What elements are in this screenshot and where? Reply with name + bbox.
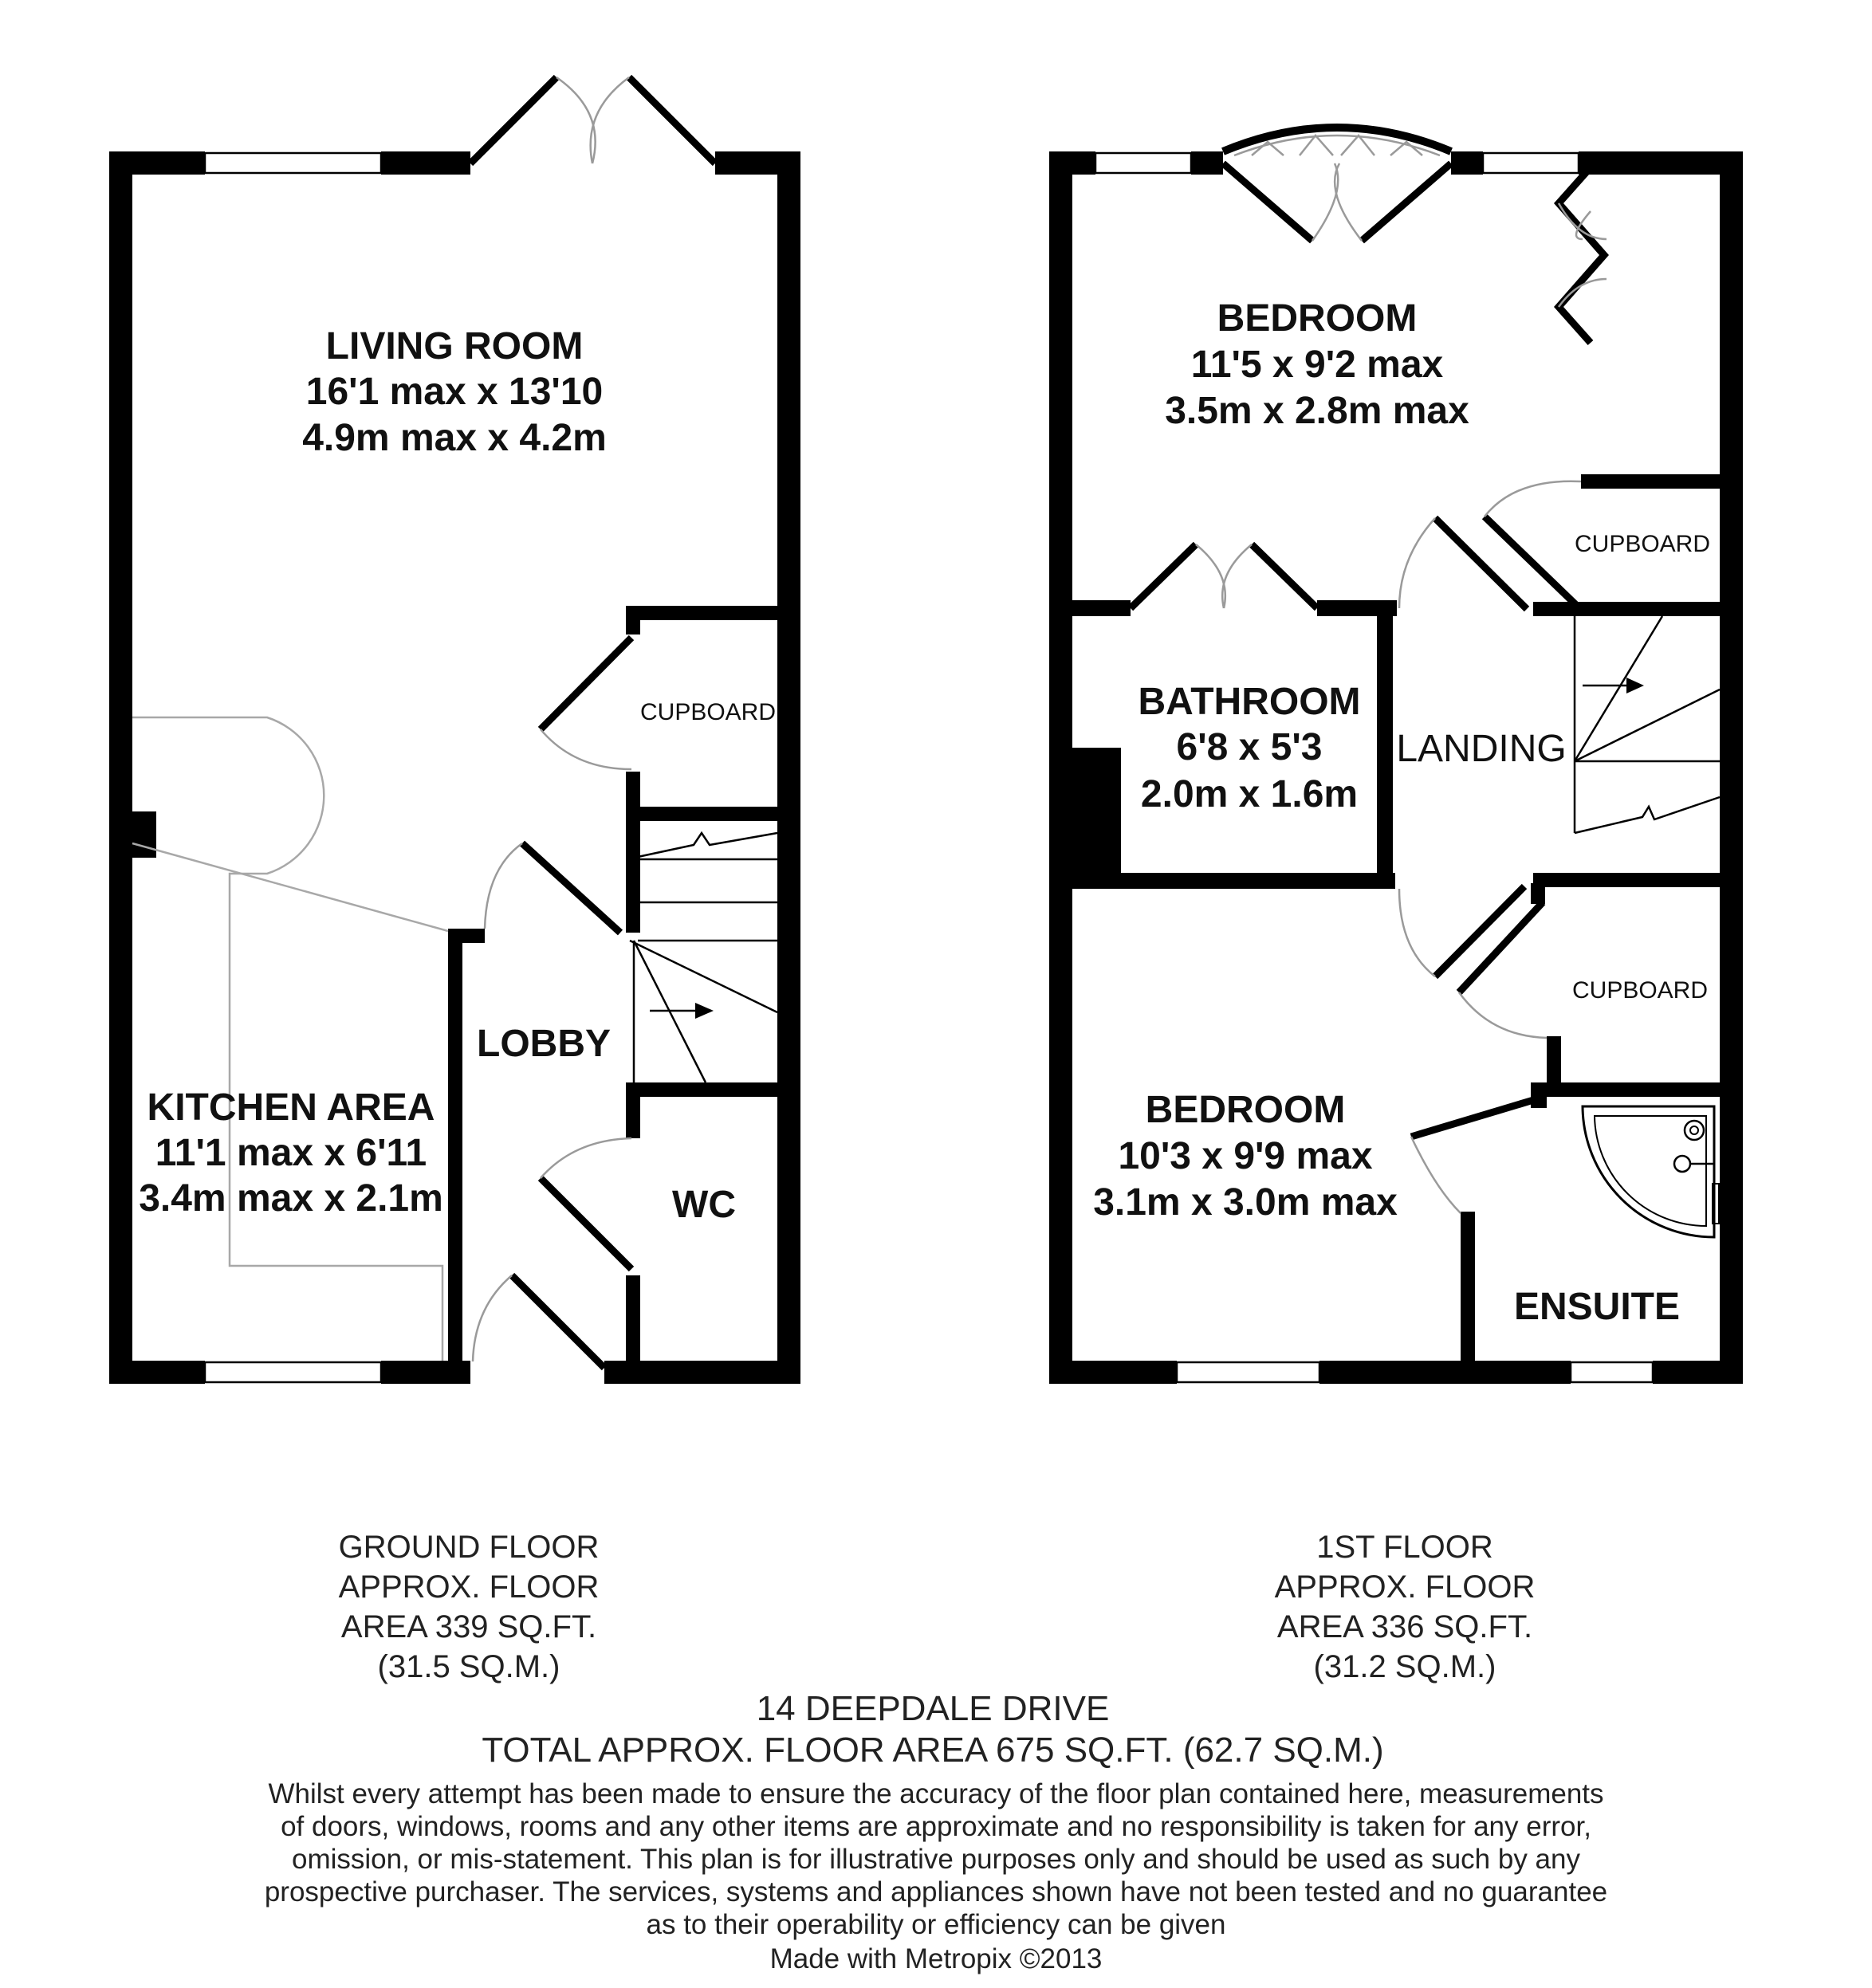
ff-wardrobe-door-right xyxy=(1362,163,1451,241)
disclaimer-line-1: Whilst every attempt has been made to ensure the accuracy of the floor plan contained here, measurements xyxy=(268,1778,1604,1809)
ff-bathroom-swing-right xyxy=(1222,544,1252,608)
svg-text:AREA 336 SQ.FT.: AREA 336 SQ.FT. xyxy=(1276,1609,1533,1644)
address: 14 DEEPDALE DRIVE xyxy=(756,1689,1110,1728)
gf-wall-bottom-right xyxy=(604,1361,800,1384)
gf-wall-cupboard-top xyxy=(626,606,785,620)
ff-ensuite-swing xyxy=(1411,1137,1461,1213)
gf-front-door xyxy=(512,1275,604,1368)
gf-wall-top-mid xyxy=(381,151,470,175)
gf-wc-door xyxy=(541,1178,631,1269)
svg-text:1ST FLOOR: 1ST FLOOR xyxy=(1316,1530,1493,1565)
ff-wall-bottom-mid xyxy=(1319,1361,1571,1384)
ff-wall-ensuite-top xyxy=(1547,1082,1740,1097)
ff-bathroom-swing-left xyxy=(1196,544,1225,608)
bathroom-label: BATHROOM xyxy=(1138,681,1361,723)
ff-wall-top-mid-1 xyxy=(1191,151,1223,175)
total-area: TOTAL APPROX. FLOOR AREA 675 SQ.FT. (62.7 SQ.M.) xyxy=(482,1731,1384,1770)
gf-french-door-right xyxy=(629,77,715,163)
ff-wall-ensuite-corner xyxy=(1531,1082,1547,1108)
kitchen-label: KITCHEN AREA xyxy=(147,1086,435,1129)
gf-wall-right xyxy=(777,151,800,1384)
ff-cupboard1-door xyxy=(1485,517,1577,606)
bathroom-dims-imperial: 6'8 x 5'3 xyxy=(1176,726,1323,768)
gf-wall-inner-vert-1 xyxy=(626,772,640,933)
gf-wall-stairs-top xyxy=(626,807,785,821)
ff-wall-top-left xyxy=(1049,151,1095,175)
ff-shower xyxy=(1583,1106,1719,1237)
living-room-dims-metric: 4.9m max x 4.2m xyxy=(302,417,607,459)
svg-text:(31.5 SQ.M.): (31.5 SQ.M.) xyxy=(377,1649,560,1684)
ff-wall-bottom-right xyxy=(1653,1361,1743,1384)
gf-cupboard-door-swing xyxy=(541,729,631,769)
disclaimer-line-3: omission, or mis-statement. This plan is for illustrative purposes only and should be used as such by any xyxy=(292,1844,1580,1875)
svg-text:AREA 339 SQ.FT.: AREA 339 SQ.FT. xyxy=(340,1609,597,1644)
gf-wall-left xyxy=(109,151,132,1384)
disclaimer-line-2: of doors, windows, rooms and any other items are approximate and no responsibility is taken for any error, xyxy=(281,1811,1591,1842)
ff-bathroom-chimney xyxy=(1068,748,1121,883)
bathroom-dims-metric: 2.0m x 1.6m xyxy=(1140,773,1359,815)
ground-floor-plan xyxy=(109,77,800,1384)
gf-french-door-left xyxy=(470,77,556,163)
ff-window-top-right xyxy=(1483,153,1579,173)
ff-wall-right xyxy=(1720,151,1743,1384)
gf-french-door-swing-left xyxy=(556,77,596,163)
ff-wall-cupboard1-bottom xyxy=(1533,602,1740,616)
ensuite-label: ENSUITE xyxy=(1513,1286,1681,1328)
first-floor-plan xyxy=(1049,128,1743,1384)
ff-cupboard2-swing xyxy=(1459,992,1547,1038)
ff-wall-ensuite-left xyxy=(1461,1212,1475,1363)
living-room-label: LIVING ROOM xyxy=(325,325,584,367)
bedroom1-dims-metric: 3.5m x 2.8m max xyxy=(1165,390,1469,432)
first-floor-caption xyxy=(1275,1530,1536,1684)
bedroom1-label: BEDROOM xyxy=(1217,297,1418,340)
ground-floor-caption xyxy=(339,1530,600,1684)
wc-label: WC xyxy=(672,1184,736,1226)
gf-wall-pier xyxy=(128,811,156,858)
ff-wall-cupboard2-top xyxy=(1531,883,1545,904)
bedroom2-dims-metric: 3.1m x 3.0m max xyxy=(1093,1181,1398,1224)
ff-window-bottom-left xyxy=(1177,1362,1319,1382)
gf-wall-cupboard-top-stub xyxy=(626,606,640,635)
gf-wall-bottom-mid xyxy=(381,1361,470,1384)
gf-cupboard-door xyxy=(541,638,631,729)
gf-window-bottom xyxy=(205,1362,381,1382)
gf-window-top xyxy=(205,153,381,173)
ff-wardrobe-swing-left xyxy=(1312,163,1338,241)
ff-wall-cupboard2-vert xyxy=(1547,1036,1561,1082)
ff-folding-wardrobe xyxy=(1559,167,1604,343)
landing-label: LANDING xyxy=(1396,728,1567,770)
ff-wall-bathroom-top-left xyxy=(1060,600,1131,616)
ff-bathroom-door-right xyxy=(1252,544,1317,608)
ff-cupboard2-label: CUPBOARD xyxy=(1571,977,1709,1004)
gf-lobby-door-swing xyxy=(485,843,522,929)
kitchen-dims-imperial: 11'1 max x 6'11 xyxy=(155,1132,427,1174)
svg-text:GROUND FLOOR: GROUND FLOOR xyxy=(338,1530,600,1565)
ff-bathroom-door-left xyxy=(1131,544,1196,608)
gf-cupboard-label: CUPBOARD xyxy=(639,699,777,725)
ff-wall-bathroom-right xyxy=(1377,600,1393,881)
gf-front-door-swing xyxy=(473,1275,512,1361)
gf-kitchen-worktop xyxy=(132,717,448,1361)
svg-text:APPROX. FLOOR: APPROX. FLOOR xyxy=(1274,1570,1536,1605)
disclaimer-line-5: as to their operability or efficiency can be given xyxy=(646,1909,1226,1940)
gf-wall-lobby-left xyxy=(448,929,462,1363)
ff-wall-cupboard1-top xyxy=(1581,474,1740,489)
ff-cupboard1-swing xyxy=(1485,481,1581,517)
ff-cupboard1-label: CUPBOARD xyxy=(1574,531,1711,557)
bedroom1-dims-imperial: 11'5 x 9'2 max xyxy=(1190,344,1444,386)
gf-wall-inner-vert-3 xyxy=(626,1275,640,1363)
ff-window-top-left xyxy=(1095,153,1191,173)
svg-text:APPROX. FLOOR: APPROX. FLOOR xyxy=(338,1570,600,1605)
disclaimer-line-4: prospective purchaser. The services, systems and appliances shown have not been tested and no guarantee xyxy=(264,1876,1608,1907)
credit: Made with Metropix ©2013 xyxy=(769,1943,1103,1974)
ff-wall-top-mid-2 xyxy=(1451,151,1483,175)
svg-text:(31.2 SQ.M.): (31.2 SQ.M.) xyxy=(1313,1649,1496,1684)
ff-window-bottom-right xyxy=(1571,1362,1653,1382)
gf-wall-wc-top xyxy=(626,1082,785,1097)
ff-wall-bottom-left xyxy=(1049,1361,1177,1384)
ff-bedroom1-swing xyxy=(1399,518,1435,608)
gf-wall-lobby-left-cap xyxy=(448,929,485,943)
kitchen-dims-metric: 3.4m max x 2.1m xyxy=(139,1177,443,1220)
footer xyxy=(265,1689,1607,1974)
bedroom2-dims-imperial: 10'3 x 9'9 max xyxy=(1118,1135,1373,1177)
lobby-label: LOBBY xyxy=(477,1023,611,1065)
ff-cupboard2-door-b xyxy=(1459,902,1543,992)
gf-lobby-door xyxy=(522,843,620,933)
gf-wall-bottom-left xyxy=(109,1361,205,1384)
ff-wall-top-right xyxy=(1579,151,1743,175)
gf-french-door-swing-right xyxy=(591,77,629,163)
ff-wardrobe-door-left xyxy=(1223,163,1312,241)
gf-wall-top-left xyxy=(109,151,205,175)
gf-wc-door-swing xyxy=(541,1138,631,1178)
bedroom2-label: BEDROOM xyxy=(1145,1089,1346,1131)
ff-bedroom1-door xyxy=(1435,518,1527,609)
gf-stairs xyxy=(630,833,777,1082)
ff-landing-swing xyxy=(1399,889,1435,976)
ff-ensuite-door xyxy=(1411,1098,1539,1137)
ff-bay-window xyxy=(1223,128,1451,155)
living-room-dims-imperial: 16'1 max x 13'10 xyxy=(305,371,604,413)
